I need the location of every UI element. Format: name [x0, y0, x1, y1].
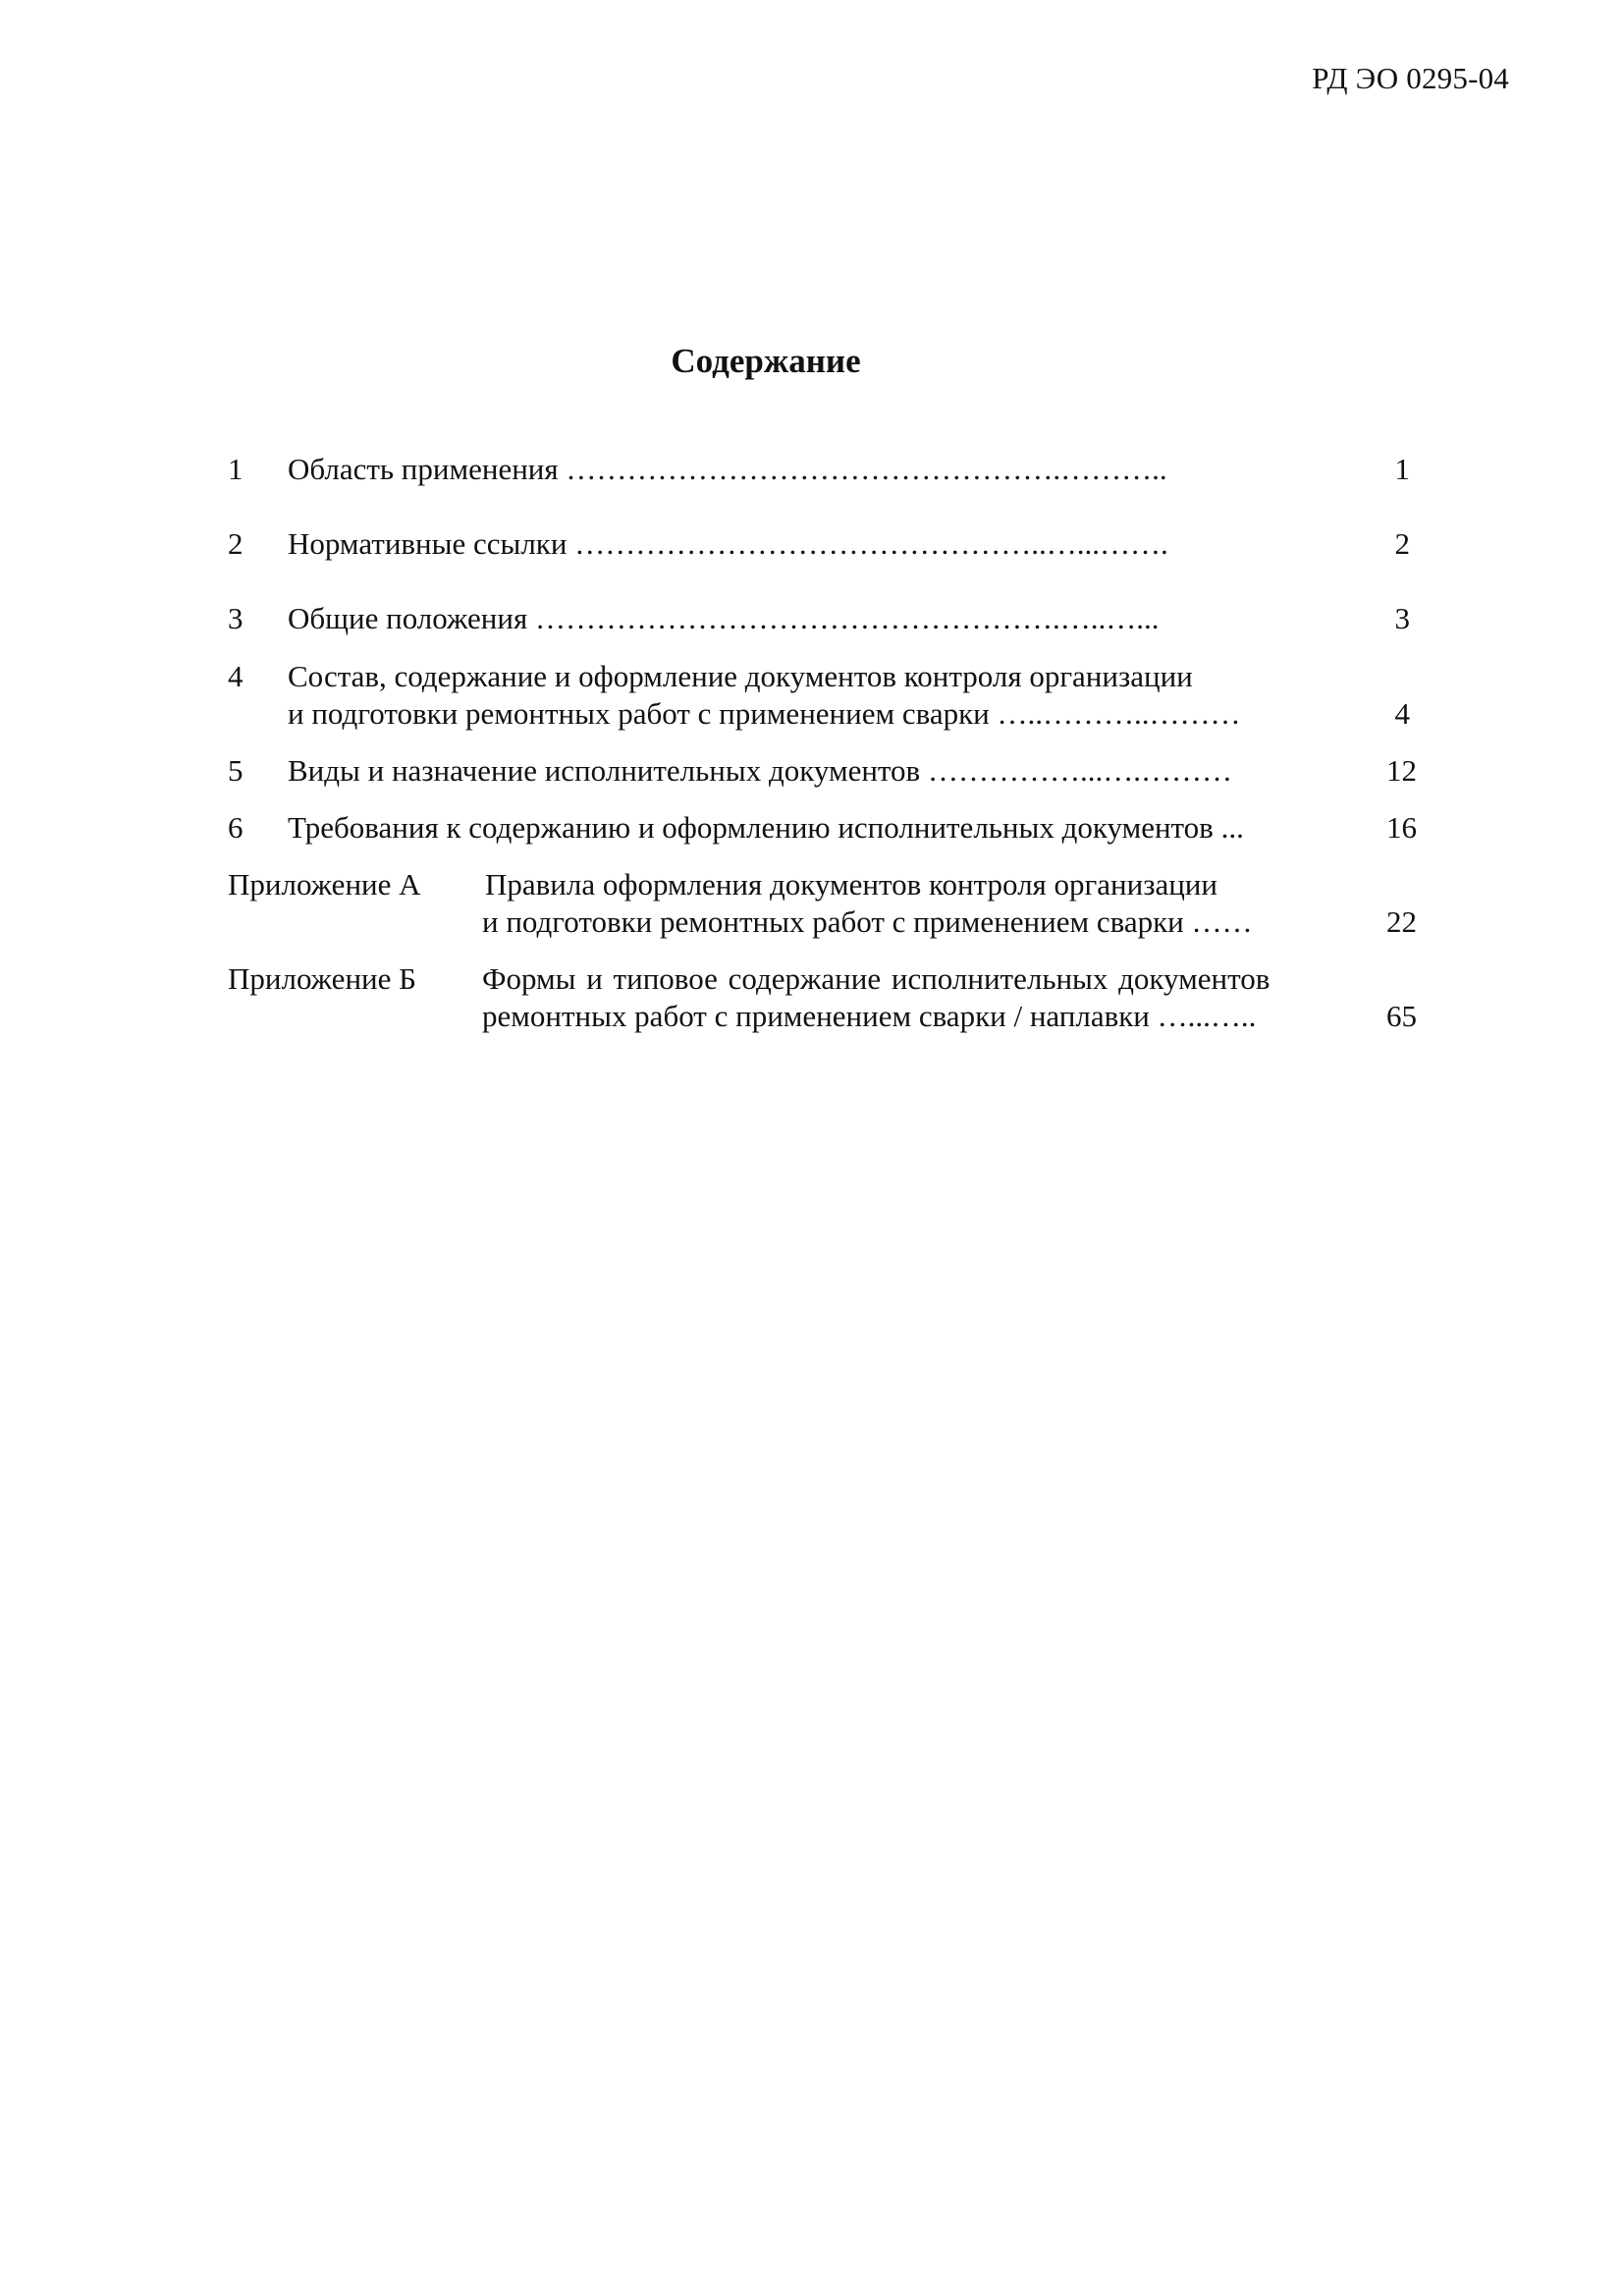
toc-entry-1-number: 1	[228, 452, 243, 486]
toc-entry-4-title-line-1[interactable]: Состав, содержание и оформление документов контроля организации	[288, 659, 1193, 693]
toc-entry-2-page[interactable]: 2	[1394, 526, 1410, 561]
toc-entry-4-page[interactable]: 4	[1394, 696, 1410, 731]
toc-entry-1-title[interactable]: Область применения ………………………………………….………..	[288, 452, 1167, 486]
toc-appendix-b-page[interactable]: 65	[1386, 999, 1417, 1033]
toc-entry-3-title[interactable]: Общие положения …………………………………………….…..…...	[288, 601, 1160, 635]
toc-entry-6-number: 6	[228, 810, 243, 845]
toc-entry-1-page[interactable]: 1	[1394, 452, 1410, 486]
toc-appendix-b-title-line-1[interactable]: Формы и типовое содержание исполнительных документов	[482, 961, 1271, 996]
toc-entry-5-page[interactable]: 12	[1386, 753, 1417, 788]
toc-entry-4-title-line-2[interactable]: и подготовки ремонтных работ с применением сварки …..………..………	[288, 696, 1241, 731]
toc-appendix-a-label: Приложение А	[228, 867, 421, 902]
toc-entry-2-number: 2	[228, 526, 243, 561]
toc-entry-2-title[interactable]: Нормативные ссылки ………………………………………..…...…….	[288, 526, 1168, 561]
toc-appendix-a-page[interactable]: 22	[1386, 904, 1417, 939]
toc-entry-4-number: 4	[228, 659, 243, 693]
toc-entry-5-number: 5	[228, 753, 243, 788]
toc-entry-3-page[interactable]: 3	[1394, 601, 1410, 635]
toc-appendix-a-title-line-1[interactable]: Правила оформления документов контроля организации	[485, 867, 1217, 902]
document-code: РД ЭО 0295-04	[1312, 61, 1509, 95]
toc-entry-6-title[interactable]: Требования к содержанию и оформлению исполнительных документов ...	[288, 810, 1244, 845]
toc-entry-5-title[interactable]: Виды и назначение исполнительных документов ……………...….………	[288, 753, 1232, 788]
toc-entry-6-page[interactable]: 16	[1386, 810, 1417, 845]
toc-appendix-a-title-line-2[interactable]: и подготовки ремонтных работ с применением сварки ……	[482, 904, 1253, 939]
toc-appendix-b-label: Приложение Б	[228, 961, 416, 996]
toc-title: Содержание	[671, 342, 861, 380]
toc-appendix-b-title-line-2[interactable]: ремонтных работ с применением сварки / наплавки …...…..	[482, 999, 1257, 1033]
toc-entry-3-number: 3	[228, 601, 243, 635]
